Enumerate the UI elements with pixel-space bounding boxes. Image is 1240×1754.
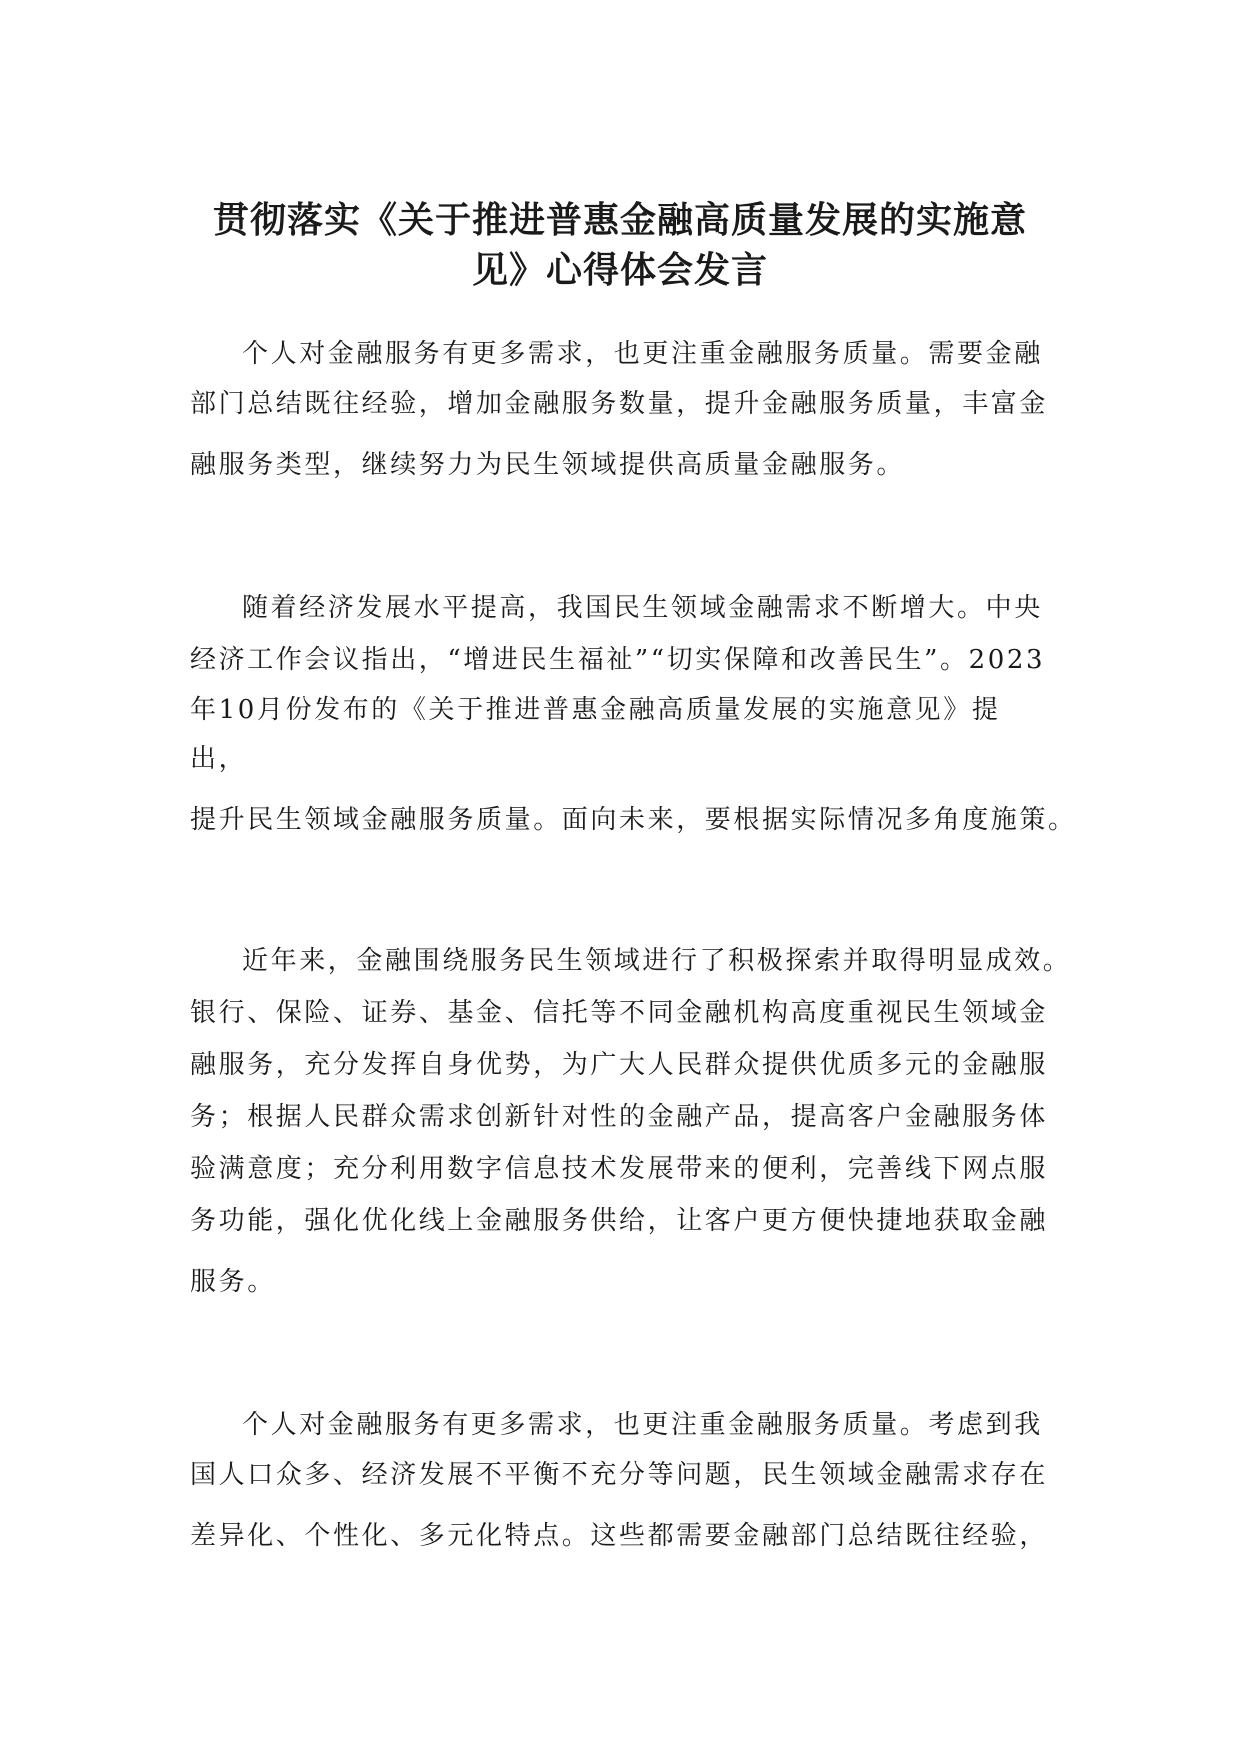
- paragraph-3-line-2: 银行、保险、证券、基金、信托等不同金融机构高度重视民生领域金: [190, 998, 1049, 1028]
- paragraph-2-line-2: 经济工作会议指出，“增进民生福祉”“切实保障和改善民生”。2023: [190, 645, 1046, 675]
- title-line: 见》心得体会发言: [471, 250, 768, 291]
- paragraph-4-line-1: 个人对金融服务有更多需求，也更注重金融服务质量。考虑到我: [242, 1410, 1043, 1440]
- paragraph-2-line-3: 年10月份发布的《关于推进普惠金融高质量发展的实施意见》提: [190, 695, 1001, 725]
- paragraph-2-line-1: 随着经济发展水平提高，我国民生领域金融需求不断增大。中央: [242, 593, 1043, 623]
- paragraph-3-line-7: 服务。: [190, 1267, 276, 1297]
- paragraph-3-line-1: 近年来，金融围绕服务民生领域进行了积极探索并取得明显成效。: [242, 946, 1072, 976]
- paragraph-2-line-5: 提升民生领域金融服务质量。面向未来，要根据实际情况多角度施策。: [190, 805, 1077, 835]
- title-line: 贯彻落实《关于推进普惠金融高质量发展的实施意: [212, 200, 1027, 241]
- paragraph-4-line-2: 国人口众多、经济发展不平衡不充分等问题，民生领域金融需求存在: [190, 1460, 1049, 1490]
- paragraph-3-line-4: 务；根据人民群众需求创新针对性的金融产品，提高客户金融服务体: [190, 1102, 1049, 1132]
- paragraph-1-line-3: 融服务类型，继续努力为民生领域提供高质量金融服务。: [190, 450, 906, 480]
- paragraph-1-line-2: 部门总结既往经验，增加金融服务数量，提升金融服务质量，丰富金: [190, 389, 1049, 419]
- paragraph-3-line-6: 务功能，强化优化线上金融服务供给，让客户更方便快捷地获取金融: [190, 1206, 1049, 1236]
- document-title: [190, 196, 1050, 296]
- paragraph-1-line-1: 个人对金融服务有更多需求，也更注重金融服务质量。需要金融: [242, 339, 1043, 369]
- paragraph-2-line-4: 出，: [190, 744, 248, 774]
- paragraph-3-line-3: 融服务，充分发挥自身优势，为广大人民群众提供优质多元的金融服: [190, 1050, 1049, 1080]
- paragraph-4-line-3: 差异化、个性化、多元化特点。这些都需要金融部门总结既往经验，: [190, 1521, 1049, 1551]
- paragraph-3-line-5: 验满意度；充分利用数字信息技术发展带来的便利，完善线下网点服: [190, 1154, 1049, 1184]
